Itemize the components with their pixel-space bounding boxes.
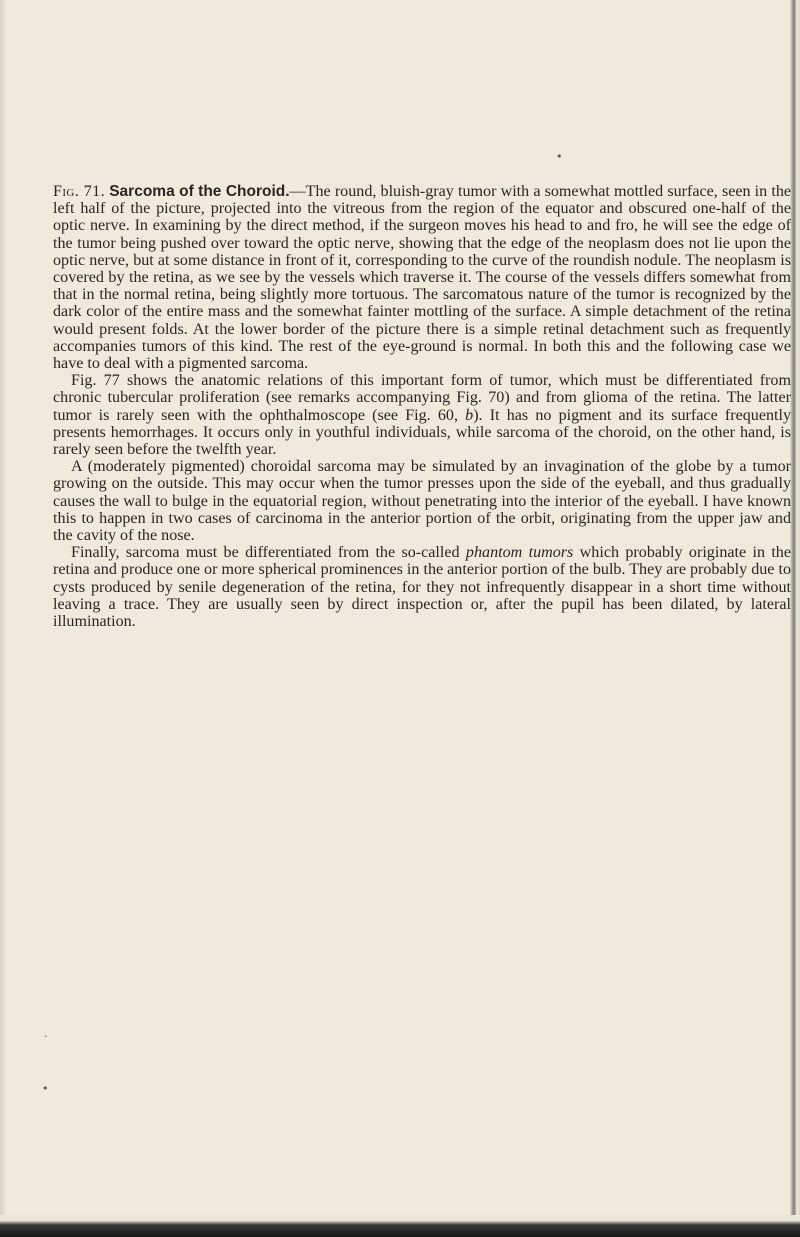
- body-text: [53, 183, 791, 630]
- figure-caption: [53, 183, 791, 372]
- scan-bottom-edge: [0, 1215, 800, 1237]
- caption-text: —The round, bluish-gray tumor with a somewhat mottled surface, seen in the left half of the picture, projected into the vitreous from the region of the equator and obscured one-half of the optic nerve. In examining by the direct method, if the surgeon moves his head to and fro, he will see the edge of the tumor being pushed over toward the optic nerve, showing that the edge of the neoplasm does not lie upon the optic nerve, but at some distance in front of it, corresponding to the curve of the roundish nodule. The neoplasm is covered by the retina, as we see by the vessels which traverse it. The course of the vessels differs somewhat from that in the normal retina, being slightly more tortuous. The sarcomatous nature of the tumor is recognized by the dark color of the entire mass and the somewhat fainter mottling of the surface. A simple detachment of the retina would present folds. At the lower border of the picture there is a simple retinal detachment such as frequently accompanies tumors of this kind. The rest of the eye-ground is normal. In both this and the following case we have to deal with a pigmented sarcoma.: [53, 183, 792, 373]
- paragraph-3-italic: phantom tumors: [465, 544, 574, 562]
- paragraph-3: [53, 544, 791, 630]
- paragraph-2-text: A (moderately pigmented) choroidal sarcoma may be simulated by an invagination of the globe by a tumor growing on the outside. This may occur when the tumor presses upon the side of the eyeball, and thus gradually causes the wall to bulge in the equatorial region, without penetrating into the interior of the eyeball. I have known this to happen in two cases of carcinoma in the anterior portion of the orbit, originating from the upper jaw and the cavity of the nose.: [53, 458, 791, 545]
- scan-speck: •: [42, 1082, 49, 1095]
- page-left-edge: [0, 0, 6, 1237]
- paragraph-2: [53, 458, 791, 544]
- scan-speck: •: [556, 150, 563, 163]
- figure-label: Fig. 71.: [53, 183, 106, 200]
- paragraph-1-text: Fig. 77 shows the anatomic relations of this important form of tumor, which must be differentiated from chronic tubercular proliferation (see remarks accompanying Fig. 70) and from glioma of the retina. The latter tumor is rarely seen with the ophthalmoscope (see Fig. 60,: [53, 372, 791, 424]
- paragraph-3-text-before: Finally, sarcoma must be differentiated from the so-called: [71, 544, 466, 562]
- scan-speck: ·: [44, 1030, 48, 1043]
- figure-title: Sarcoma of the Choroid.: [109, 183, 290, 200]
- paragraph-1: [53, 372, 791, 458]
- paragraph-1-italic: b: [465, 406, 474, 424]
- page-binding-edge: [790, 0, 800, 1237]
- paragraph-3-text-after: which probably originate in the retina and produce one or more spherical prominences in the anterior portion of the bulb. They are probably due to cysts produced by senile degeneration of the retina, for they not infrequently disappear in a short time without leaving a trace. They are usually seen by direct inspection or, after the pupil has been dilated, by lateral illumination.: [53, 544, 791, 631]
- paragraph-1-text-after: ). It has no pigment and its surface frequently presents hemorrhages. It occurs only in youthful individuals, while sarcoma of the choroid, on the other hand, is rarely seen before the twelfth year.: [53, 406, 792, 459]
